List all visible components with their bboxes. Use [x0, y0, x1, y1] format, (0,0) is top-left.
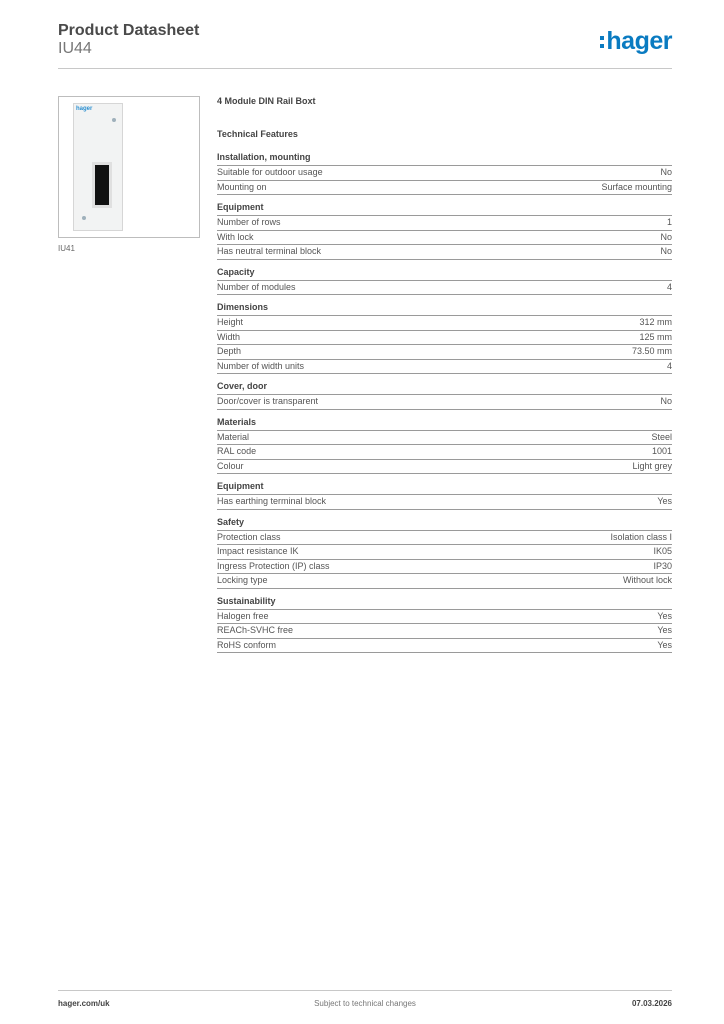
feature-value: No: [660, 246, 672, 256]
feature-value: Yes: [657, 639, 672, 650]
feature-row: [217, 610, 672, 625]
feature-label: Locking type: [217, 575, 268, 585]
feature-value: Yes: [657, 496, 672, 506]
feature-label: Door/cover is transparent: [217, 396, 319, 406]
feature-row: [217, 395, 672, 410]
feature-value: 73.50 mm: [631, 346, 672, 356]
feature-section: [217, 267, 672, 296]
section-title: Equipment: [217, 202, 672, 216]
feature-label: Colour: [217, 460, 244, 471]
feature-row: [217, 216, 672, 231]
feature-label: Height: [217, 317, 244, 327]
feature-row: [217, 624, 672, 639]
feature-value: Surface mounting: [601, 181, 672, 192]
feature-value: IK05: [653, 546, 672, 556]
feature-section: [217, 202, 672, 260]
feature-row: [217, 245, 672, 260]
enclosure-module-window: [92, 162, 112, 208]
feature-label: With lock: [217, 231, 254, 242]
brand-logo: [600, 26, 672, 56]
feature-value: 4: [666, 360, 672, 371]
enclosure-illustration: [73, 103, 123, 231]
features-heading: Technical Features: [217, 129, 298, 139]
feature-section: [217, 517, 672, 589]
feature-row: [217, 495, 672, 510]
feature-row: [217, 281, 672, 296]
feature-value: 1001: [651, 446, 672, 456]
feature-value: Steel: [651, 431, 672, 442]
section-title: Cover, door: [217, 381, 672, 395]
feature-row: [217, 360, 672, 375]
feature-value: Yes: [657, 625, 672, 635]
feature-row: [217, 316, 672, 331]
feature-value: 4: [666, 281, 672, 292]
feature-label: Ingress Protection (IP) class: [217, 560, 330, 571]
feature-label: Protection class: [217, 531, 281, 542]
section-title: Sustainability: [217, 596, 672, 610]
feature-section: [217, 302, 672, 374]
feature-row: [217, 574, 672, 589]
feature-section: [217, 596, 672, 654]
feature-label: Has earthing terminal block: [217, 496, 327, 506]
feature-row: [217, 445, 672, 460]
section-title: Installation, mounting: [217, 152, 672, 166]
feature-section: [217, 152, 672, 195]
feature-sections: [217, 152, 672, 653]
page-footer: [58, 990, 672, 1011]
feature-value: Light grey: [632, 460, 672, 471]
feature-value: No: [660, 167, 672, 177]
screw-icon: [82, 216, 86, 220]
feature-label: RoHS conform: [217, 639, 277, 650]
feature-row: [217, 345, 672, 360]
feature-label: Number of rows: [217, 217, 281, 227]
feature-row: [217, 531, 672, 546]
section-title: Equipment: [217, 481, 672, 495]
feature-section: [217, 481, 672, 510]
section-title: Capacity: [217, 267, 672, 281]
enclosure-logo: hager: [76, 106, 93, 112]
feature-row: [217, 560, 672, 575]
feature-label: REACh-SVHC free: [217, 625, 294, 635]
feature-label: Suitable for outdoor usage: [217, 167, 323, 177]
feature-label: Number of width units: [217, 360, 305, 371]
feature-value: IP30: [653, 560, 672, 571]
technical-features: [217, 96, 672, 660]
product-name: 4 Module DIN Rail Boxt: [217, 96, 316, 106]
footer-website: hager.com/uk: [58, 999, 110, 1008]
feature-section: [217, 417, 672, 475]
footer-disclaimer: Subject to technical changes: [314, 999, 416, 1008]
section-title: Materials: [217, 417, 672, 431]
feature-row: [217, 545, 672, 560]
feature-label: Has neutral terminal block: [217, 246, 322, 256]
feature-row: [217, 231, 672, 246]
logo-colon-mark: [600, 44, 604, 48]
section-title: Dimensions: [217, 302, 672, 316]
feature-row: [217, 166, 672, 181]
feature-label: Mounting on: [217, 181, 267, 192]
page-header: [58, 20, 672, 69]
screw-icon: [112, 118, 116, 122]
feature-label: Impact resistance IK: [217, 546, 299, 556]
feature-value: 1: [666, 217, 672, 227]
section-title: Safety: [217, 517, 672, 531]
feature-label: Width: [217, 331, 241, 342]
feature-label: Material: [217, 431, 250, 442]
product-image: [58, 96, 200, 238]
feature-value: 312 mm: [639, 317, 672, 327]
feature-row: [217, 331, 672, 346]
feature-section: [217, 381, 672, 410]
feature-value: No: [660, 231, 672, 242]
feature-row: [217, 639, 672, 654]
feature-row: [217, 181, 672, 196]
feature-label: Halogen free: [217, 610, 269, 621]
product-code: IU44: [58, 40, 92, 57]
feature-value: 125 mm: [639, 331, 672, 342]
feature-row: [217, 460, 672, 475]
feature-label: RAL code: [217, 446, 257, 456]
feature-label: Number of modules: [217, 281, 296, 292]
logo-text: hager: [606, 27, 672, 55]
feature-row: [217, 431, 672, 446]
feature-value: No: [660, 396, 672, 406]
feature-label: Depth: [217, 346, 242, 356]
page-title: Product Datasheet: [58, 22, 200, 39]
image-caption: IU41: [58, 244, 75, 253]
footer-date: 07.03.2026: [631, 999, 672, 1008]
feature-value: Without lock: [622, 575, 672, 585]
feature-value: Yes: [657, 610, 672, 621]
feature-value: Isolation class I: [610, 531, 672, 542]
